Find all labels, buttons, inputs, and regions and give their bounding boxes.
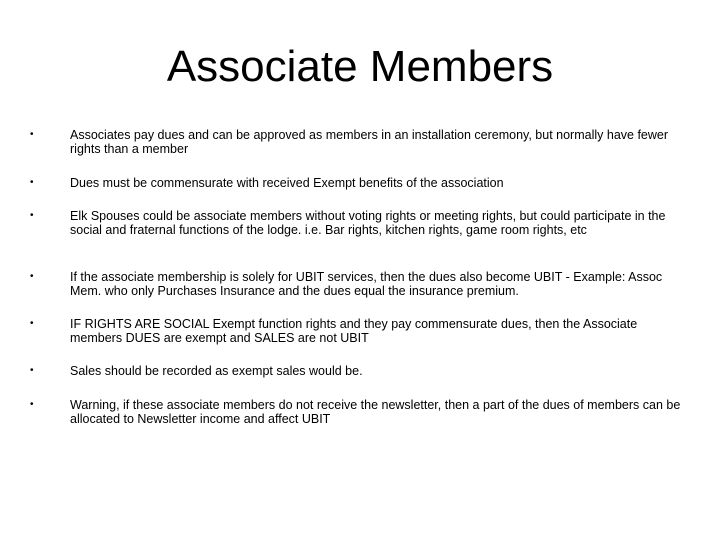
bullet-marker: • — [30, 177, 34, 188]
bullet-text: Dues must be commensurate with received Exempt benefits of the association — [70, 176, 504, 190]
bullet-text: Associates pay dues and can be approved as members in an installation ceremony, but normally have fewer rights than a member — [70, 128, 669, 156]
bullet-text: If the associate membership is solely for UBIT services, then the dues also become UBIT - Example: Assoc Mem. who only Purchases Insurance and the dues equal the insurance premium. — [70, 270, 663, 298]
bullet-text: IF RIGHTS ARE SOCIAL Exempt function rights and they pay commensurate dues, then the Associate members DUES are exempt and SALES are not UBIT — [70, 317, 638, 345]
bullet-marker: • — [30, 129, 34, 140]
bullet-text: Elk Spouses could be associate members without voting rights or meeting rights, but could participate in the social and fraternal functions of the lodge. i.e. Bar rights, kitchen rights, game room rights, etc — [70, 209, 666, 237]
bullet-marker: • — [30, 365, 34, 376]
bullet-marker: • — [30, 271, 34, 282]
bullet-marker: • — [30, 210, 34, 221]
bullet-marker: • — [30, 318, 34, 329]
bullet-marker: • — [30, 399, 34, 410]
bullet-text: Sales should be recorded as exempt sales would be. — [70, 364, 363, 378]
slide-title: Associate Members — [166, 42, 554, 91]
bullet-text: Warning, if these associate members do not receive the newsletter, then a part of the dues of members can be allocated to Newsletter income and affect UBIT — [70, 398, 681, 426]
